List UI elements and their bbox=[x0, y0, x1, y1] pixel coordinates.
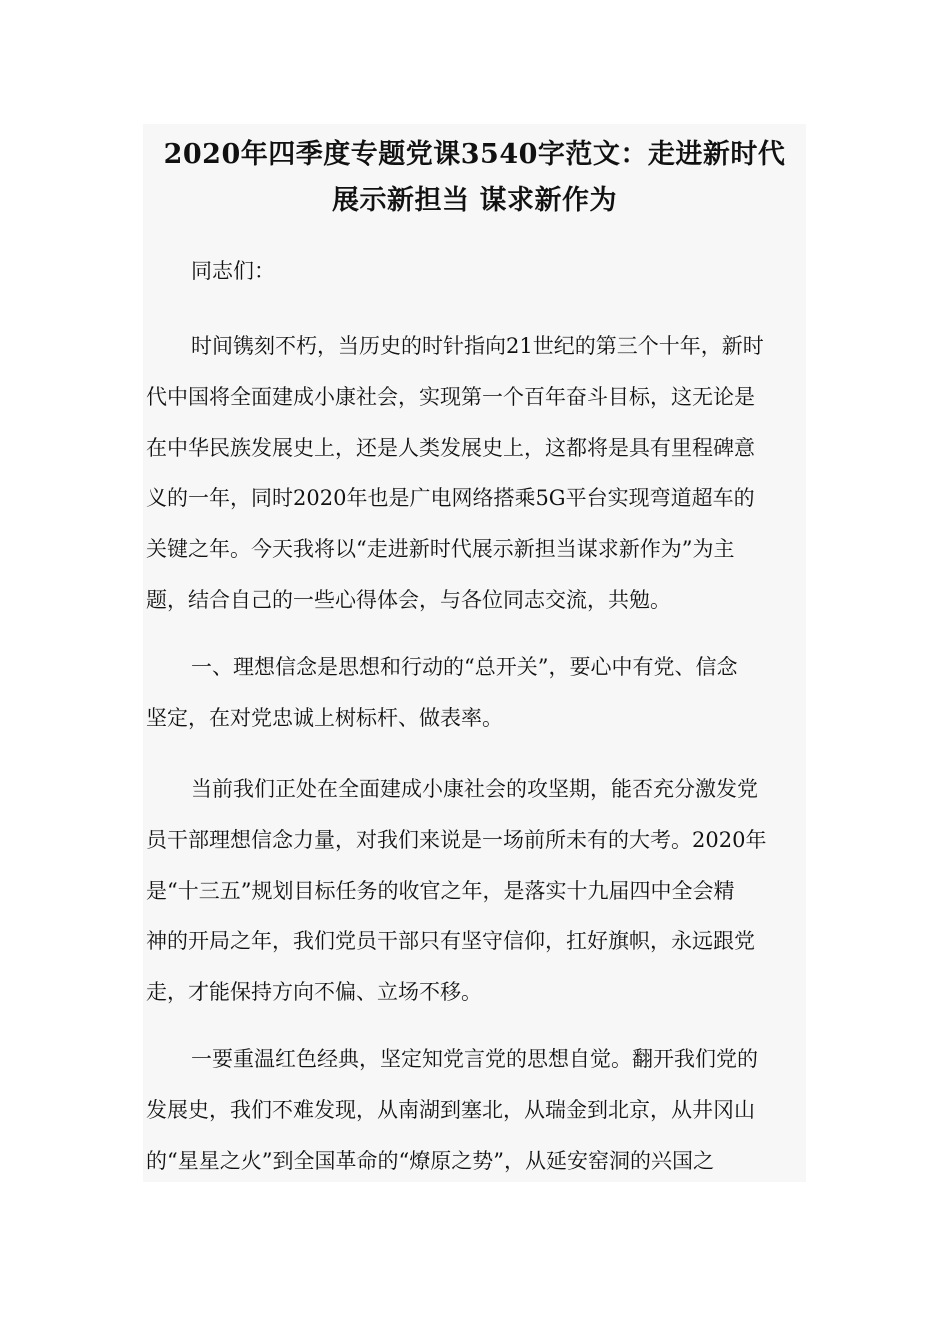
paragraph-line: 坚定，在对党忠诚上树标杆、做表率。 bbox=[146, 705, 503, 730]
paragraph-4 bbox=[146, 1034, 806, 1186]
paragraph-1 bbox=[146, 321, 806, 626]
salutation-text: 同志们： bbox=[191, 259, 275, 283]
paragraph-line: 代中国将全面建成小康社会，实现第一个百年奋斗目标，这无论是 bbox=[146, 384, 755, 409]
paragraph-line: 走，才能保持方向不偏、立场不移。 bbox=[146, 980, 482, 1005]
paragraph-line: 发展史，我们不难发现，从南湖到塞北，从瑞金到北京，从井冈山 bbox=[146, 1097, 755, 1122]
paragraph-line: 员干部理想信念力量，对我们来说是一场前所未有的大考。2020年 bbox=[146, 827, 767, 852]
title-line-2: 展示新担当 谋求新作为 bbox=[332, 185, 617, 216]
paragraph-line: 义的一年，同时2020年也是广电网络搭乘5G平台实现弯道超车的 bbox=[146, 486, 755, 511]
paragraph-line: 题，结合自己的一些心得体会，与各位同志交流，共勉。 bbox=[146, 587, 671, 612]
paragraph-2 bbox=[146, 642, 806, 744]
paragraph-line: 的“星星之火”到全国革命的“燎原之势”，从延安窑洞的兴国之 bbox=[146, 1148, 714, 1173]
paragraph-line: 当前我们正处在全面建成小康社会的攻坚期，能否充分激发党 bbox=[191, 777, 758, 801]
paragraph-line: 神的开局之年，我们党员干部只有坚守信仰，扛好旗帜，永远跟党 bbox=[146, 929, 755, 954]
paragraph-line: 一要重温红色经典，坚定知党言党的思想自觉。翻开我们党的 bbox=[191, 1047, 758, 1071]
paragraph-line: 一、理想信念是思想和行动的“总开关”，要心中有党、信念 bbox=[191, 655, 738, 679]
paragraph-3 bbox=[146, 764, 806, 1018]
paragraph-line: 在中华民族发展史上，还是人类发展史上，这都将是具有里程碑意 bbox=[146, 435, 755, 460]
paragraph-line: 时间镌刻不朽，当历史的时针指向21世纪的第三个十年，新时 bbox=[191, 334, 764, 358]
title-line-1: 2020年四季度专题党课3540字范文：走进新时代 bbox=[163, 139, 786, 170]
salutation bbox=[146, 246, 806, 297]
paragraph-line: 是“十三五”规划目标任务的收官之年，是落实十九届四中全会精 bbox=[146, 878, 735, 903]
paragraph-line: 关键之年。今天我将以“走进新时代展示新担当谋求新作为”为主 bbox=[146, 537, 735, 562]
document-title bbox=[143, 132, 806, 224]
